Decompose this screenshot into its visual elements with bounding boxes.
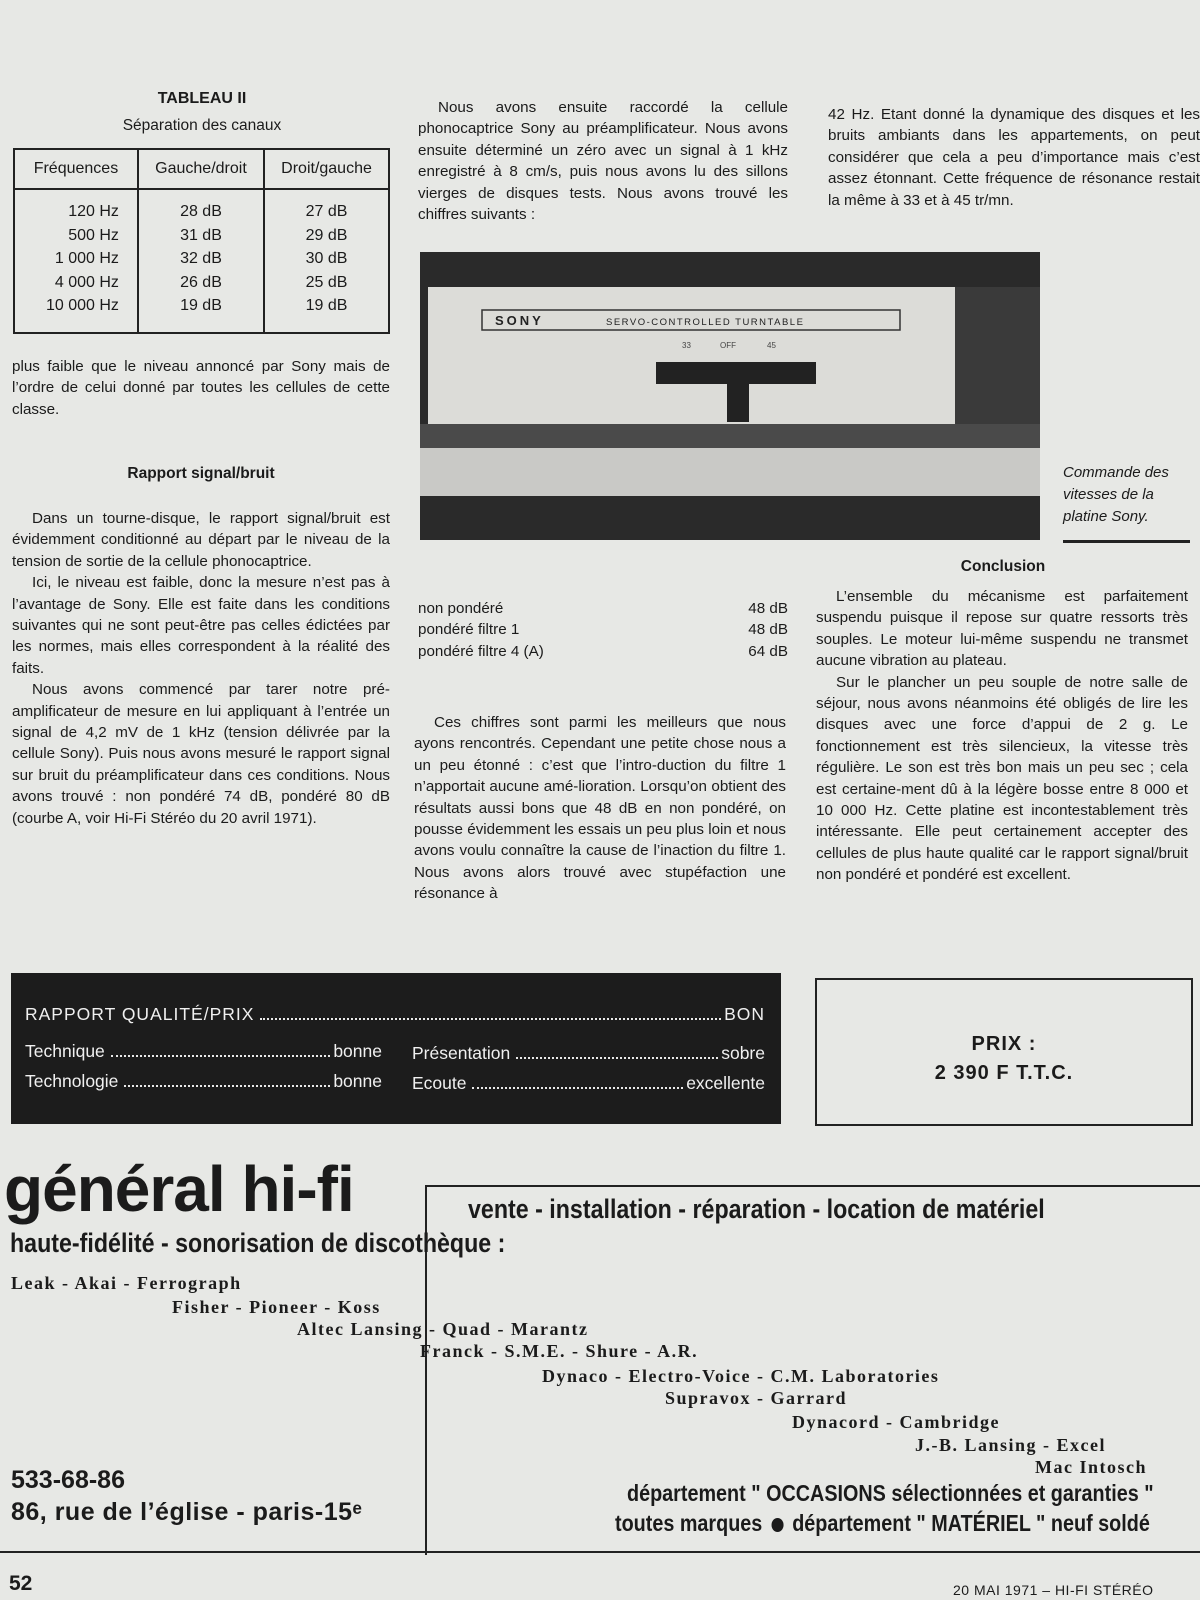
table-cell: 30 dB: [305, 250, 348, 267]
brand-line: Dynacord - Cambridge: [792, 1412, 1000, 1432]
paragraph: Sur le plancher un peu souple de notre salle de séjour, nous avons néanmoins été obligés de lire les disques avec une force d’appui de 2 g. Le fonctionnement est très silencieux, la vitesse très régulière. Le son est très bon mais un peu sec ; cela est certaine-ment dû à la légère bosse entre 8 000 et 10 000 Hz. Cette platine est incontestablement très intéressante. Elle peut certainement accepter des cellules de plus haute qualité car le rapport signal/bruit non pondéré et pondéré est excellent.: [816, 673, 1188, 884]
measure-label: pondéré filtre 4 (A): [418, 642, 544, 660]
col1-paragraph-1: plus faible que le niveau annoncé par Sony mais de l’ordre de celui donné par toutes les cellules de cette classe.: [12, 358, 390, 418]
measure-label: non pondéré: [418, 600, 504, 617]
dot-leader: [516, 1057, 718, 1059]
rating-label: RAPPORT QUALITÉ/PRIX: [25, 1004, 255, 1024]
brand-line: Leak - Akai - Ferrograph: [11, 1273, 242, 1293]
measure-label: pondéré filtre 1: [418, 621, 520, 639]
col2-paragraph-1: Nous avons ensuite raccordé la cellule phonocaptrice Sony au préamplificateur. Nous avons ensuite déterminé un zéro avec un signal à 1 kHz enregistré à 8 cm/s, puis nous avons lu des sillons vierges de disques tests. Nous avons trouvé les chiffres suivants :: [418, 99, 788, 224]
table-cell: 25 dB: [305, 273, 348, 291]
right-left-column: [264, 189, 389, 333]
bullet-icon: [771, 1518, 783, 1532]
price-label: PRIX :: [971, 1033, 1037, 1055]
rating-value: excellente: [686, 1073, 765, 1093]
rating-row: [25, 1071, 382, 1092]
table-cell: 120 Hz: [68, 203, 119, 220]
phone-number: 533-68-86: [11, 1466, 125, 1494]
paragraph: L’ensemble du mécanisme est parfaitement suspendu puisque il repose sur quatre ressorts très souples. Le moteur lui-même suspendu ne transmet aucune vibration au plateau.: [816, 588, 1188, 670]
measure-row: [418, 598, 788, 619]
frequency-column: [14, 189, 138, 333]
measure-value: 48 dB: [748, 600, 788, 617]
address: 86, rue de l’église - paris-15ᵉ: [11, 1498, 363, 1526]
table-header: Droit/gauche: [264, 149, 389, 189]
paragraph: Dans un tourne-disque, le rapport signal/bruit est évidemment conditionné au départ par le niveau de la tension de sortie de la cellule phonocaptrice.: [12, 510, 390, 570]
table-title: TABLEAU II: [157, 90, 247, 107]
photo-model: SERVO-CONTROLLED TURNTABLE: [606, 317, 805, 328]
brand-line: Dynaco - Electro-Voice - C.M. Laboratories: [542, 1366, 940, 1386]
rating-row: [25, 1041, 382, 1062]
photo-brand: SONY: [495, 313, 544, 328]
measure-row: [418, 641, 788, 662]
paragraph: Ici, le niveau est faible, donc la mesure n’est pas à l’avantage de Sony. Elle est faite dans les conditions suivantes qui ne sont peut-être pas celles édictées par les normes, mais elles correspondent à la réalité des faits.: [12, 574, 390, 677]
brand-line: Fisher - Pioneer - Koss: [172, 1297, 381, 1317]
price-box: [815, 978, 1193, 1126]
dot-leader: [472, 1087, 683, 1089]
table-cell: 19 dB: [180, 297, 222, 314]
table-cell: 28 dB: [180, 203, 222, 220]
quality-rating-box: [11, 973, 781, 1124]
rating-label: Technologie: [25, 1071, 119, 1091]
table-subtitle: Séparation des canaux: [122, 117, 282, 134]
rating-value: bonne: [333, 1041, 382, 1061]
rating-row: [412, 1043, 765, 1064]
photo-caption: Commande des vitesses de la platine Sony.: [1063, 464, 1169, 525]
col1-body: [12, 508, 390, 829]
channel-separation-table: [13, 148, 390, 334]
rating-row: [412, 1073, 765, 1094]
brand-line: Franck - S.M.E. - Shure - A.R.: [420, 1341, 699, 1361]
page-number: 52: [9, 1572, 33, 1595]
table-cell: 31 dB: [180, 226, 222, 244]
table-cell: 27 dB: [305, 203, 348, 220]
brand-line: Altec Lansing - Quad - Marantz: [297, 1319, 589, 1339]
rating-value: BON: [724, 1004, 765, 1024]
photo-speed: OFF: [720, 341, 736, 350]
col2-paragraph-2: Ces chiffres sont parmi les meilleurs que nous ayons rencontrés. Cependant une petite chose nous a un peu étonné : c’est que l’intro-duction du filtre 1 n’apportait aucune amé-lioration. Lorsqu’on obtient des résultats aussi bons que 48 dB en non pondéré, on pousse évidemment les essais un peu plus loin et nous avons voulu connaître la cause de l’inaction du filtre 1. Nous avons alors trouvé avec stupéfaction une résonance à: [414, 714, 786, 903]
left-right-column: [138, 189, 264, 333]
brand-line: Supravox - Garrard: [665, 1388, 847, 1408]
measure-list: [418, 598, 788, 662]
table-cell: 1 000 Hz: [54, 250, 119, 267]
dot-leader: [111, 1055, 331, 1057]
table-cell: 26 dB: [180, 273, 222, 291]
table-cell: 32 dB: [180, 250, 222, 267]
table-cell: 19 dB: [305, 297, 348, 314]
advertisement-bottom-rule: [0, 1551, 1200, 1553]
rating-value: bonne: [333, 1071, 382, 1091]
table-cell: 500 Hz: [68, 226, 119, 244]
table-cell: 4 000 Hz: [54, 273, 119, 291]
rating-label: Technique: [25, 1041, 105, 1061]
dot-leader: [260, 1018, 721, 1020]
table-cell: 10 000 Hz: [45, 297, 119, 314]
measure-value: 48 dB: [748, 621, 788, 639]
brand-line: J.-B. Lansing - Excel: [915, 1435, 1107, 1455]
brand-line: Mac Intosch: [1035, 1457, 1147, 1477]
table-cell: 29 dB: [305, 226, 348, 244]
col3-body: [816, 586, 1188, 886]
photo-speed: 33: [682, 341, 691, 350]
table-header: Gauche/droit: [138, 149, 264, 189]
dot-leader: [124, 1085, 330, 1087]
paragraph: Nous avons commencé par tarer notre pré-amplificateur de mesure en lui appliquant à l’entrée un signal de 4,2 mV de 1 kHz (tension délivrée par la cellule Sony). Puis nous avons mesuré le rapport signal sur bruit du préamplificateur dans ces conditions. Nous avons trouvé : non pondéré 74 dB, pondéré 80 dB (courbe A, voir Hi-Fi Stéréo du 20 avril 1971).: [12, 681, 390, 827]
ad-services: vente - installation - réparation - location de matériel: [468, 1194, 1045, 1224]
turntable-photo: [420, 252, 1040, 540]
section-heading-signal-noise: Rapport signal/bruit: [127, 465, 275, 482]
price-value: 2 390 F T.T.C.: [934, 1062, 1074, 1084]
measure-row: [418, 619, 788, 640]
turntable-illustration: [420, 252, 1040, 540]
table-header: Fréquences: [14, 149, 138, 189]
photo-speed: 45: [767, 341, 776, 350]
table-header-row: [14, 149, 389, 189]
advertiser-logo: général hi-fi: [4, 1157, 362, 1221]
section-heading-conclusion: Conclusion: [960, 558, 1046, 575]
materiel-text: département " MATÉRIEL " neuf soldé: [792, 1510, 1150, 1536]
caption-divider: [1063, 540, 1190, 543]
measure-value: 64 dB: [748, 642, 788, 660]
ad-subservices: haute-fidélité - sonorisation de discothèque :: [10, 1228, 506, 1258]
quality-price-row: [25, 1004, 765, 1025]
materiel-department: [615, 1510, 1150, 1537]
all-brands-text: toutes marques: [615, 1510, 763, 1536]
rating-label: Ecoute: [412, 1073, 467, 1093]
rating-value: sobre: [721, 1043, 765, 1063]
table-body: [14, 189, 389, 333]
col3-paragraph-1: 42 Hz. Etant donné la dynamique des disques et les bruits ambiants dans les appartements, on peut considérer que cela a peu d’importance mais c’est assez étonnant. Cette fréquence de résonance restait la même à 33 et à 45 tr/mn.: [828, 106, 1200, 209]
rating-label: Présentation: [412, 1043, 511, 1063]
occasions-department: département " OCCASIONS sélectionnées et garanties ": [627, 1480, 1154, 1506]
issue-footer: 20 MAI 1971 – HI-FI STÉRÉO: [953, 1582, 1154, 1598]
